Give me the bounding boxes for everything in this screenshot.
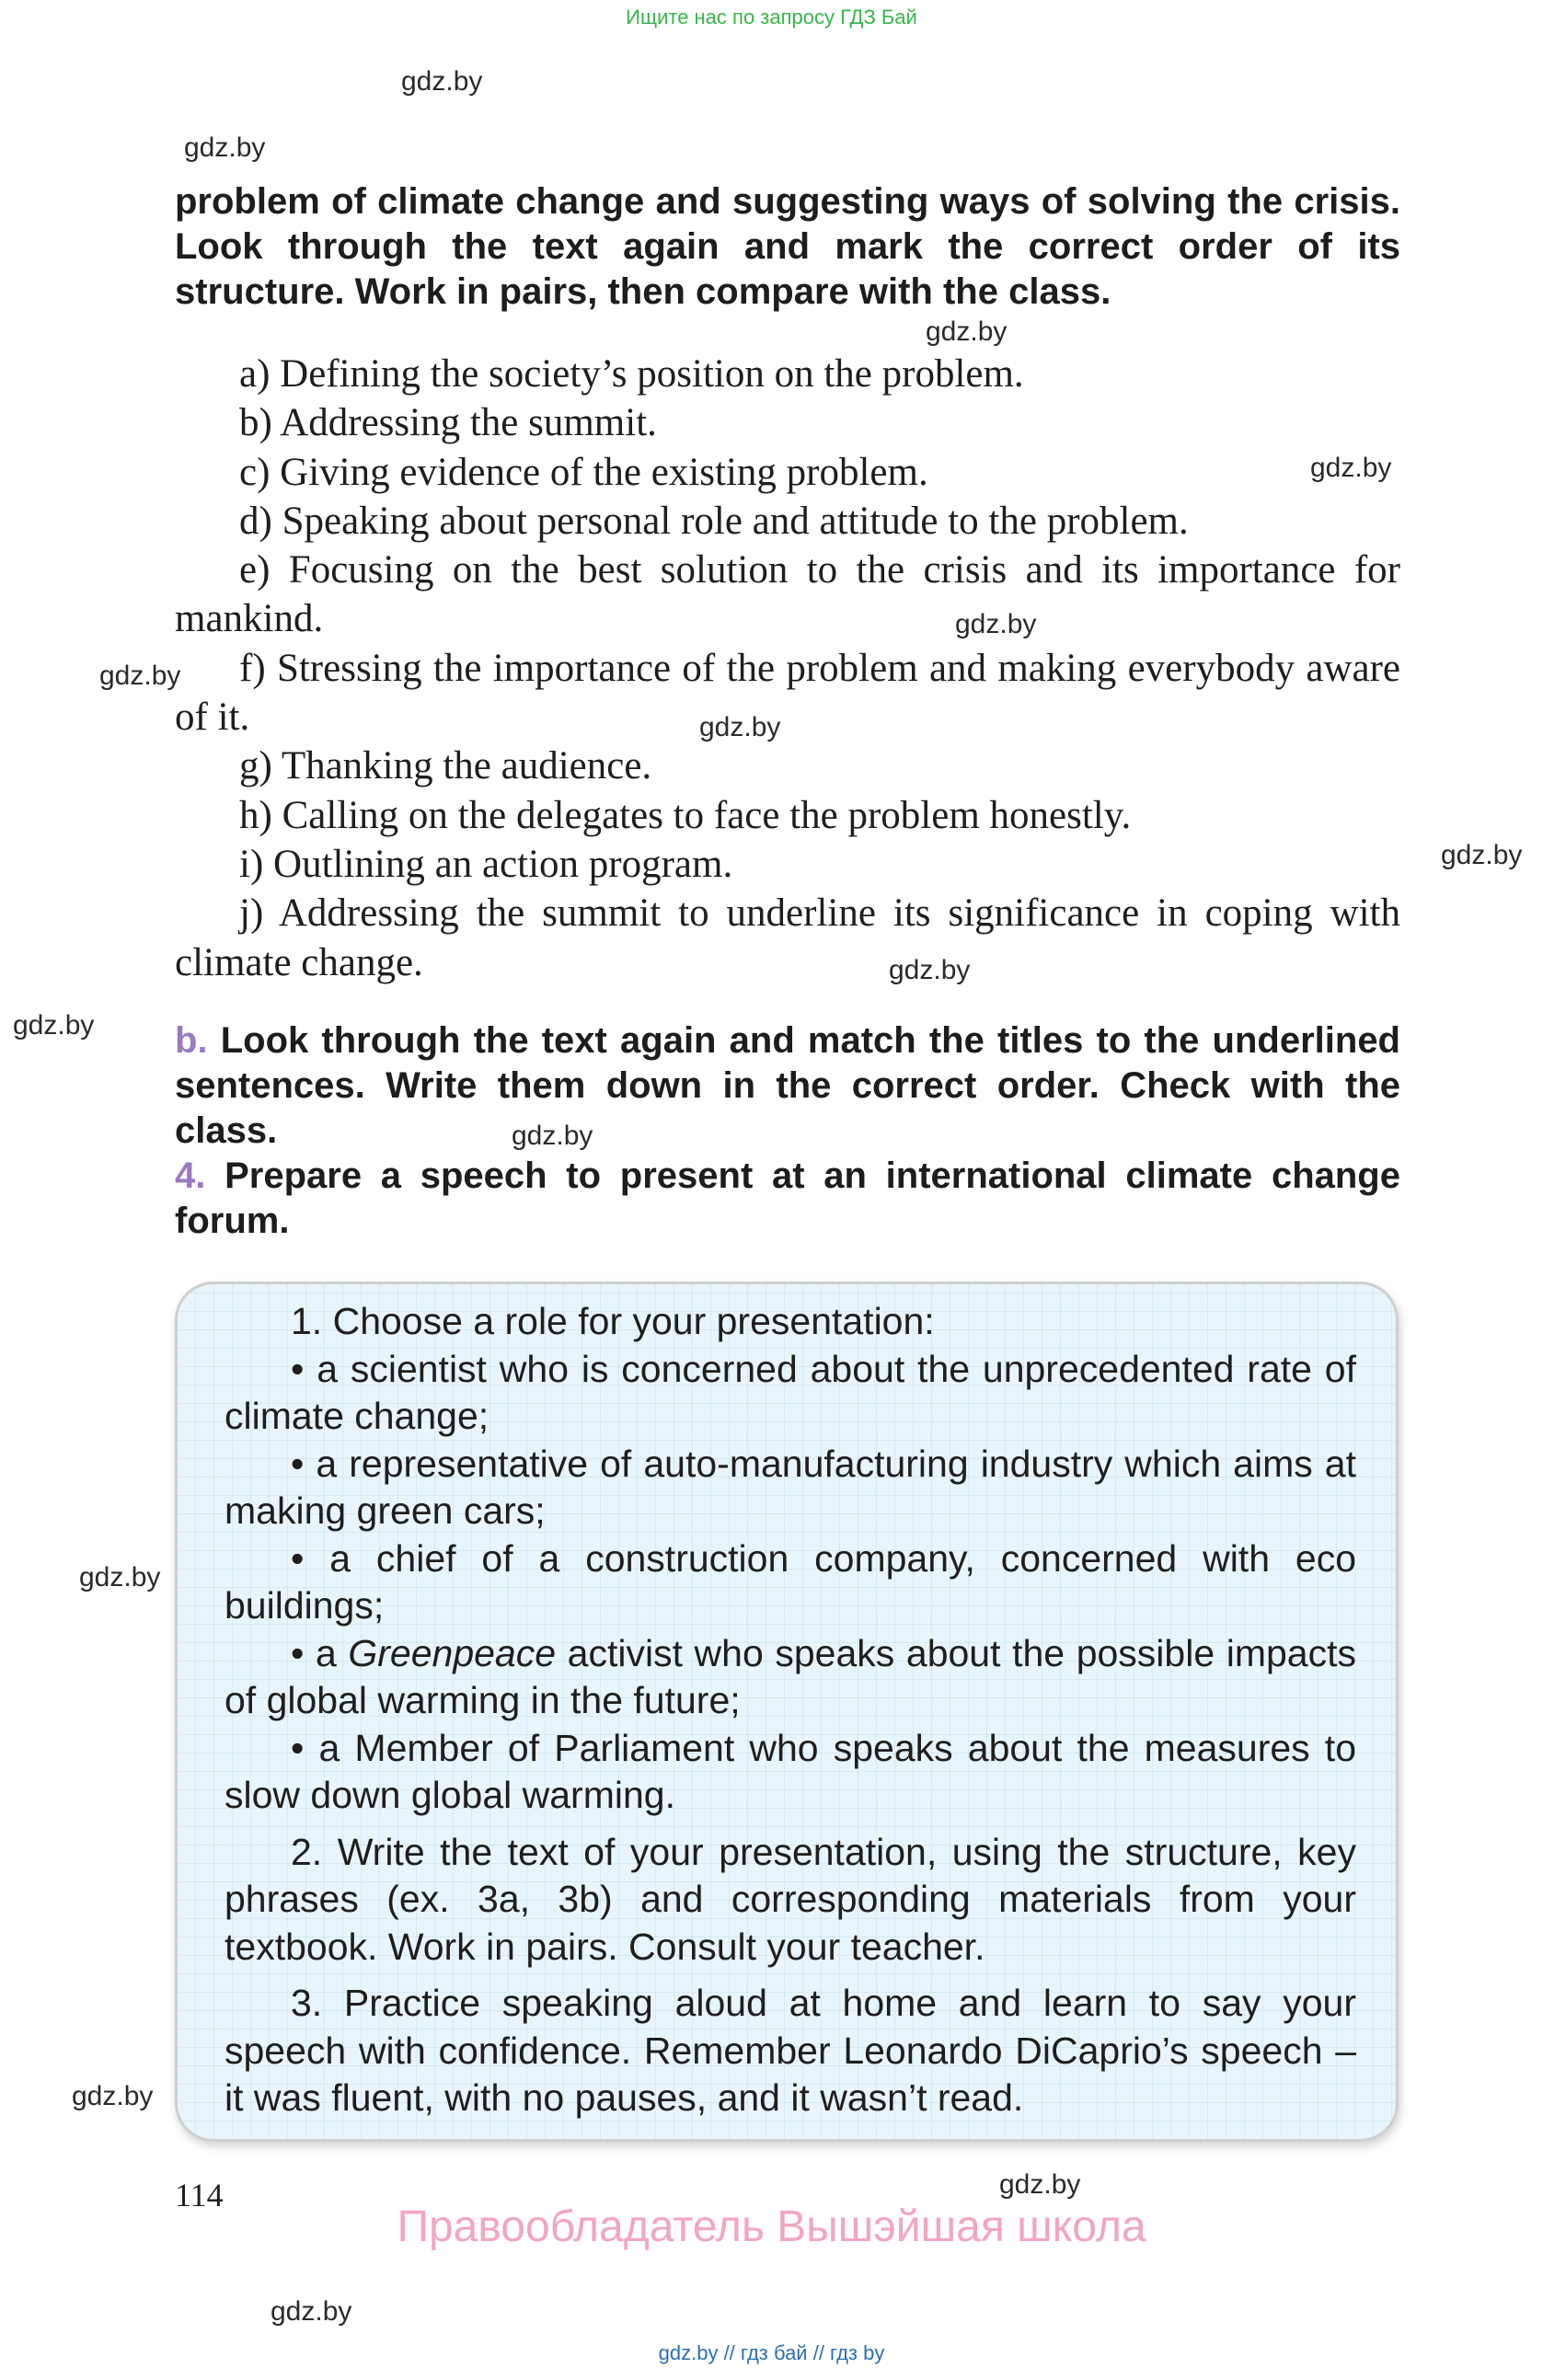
watermark: gdz.by [512, 1121, 593, 1151]
list-item: e) Focusing on the best solution to the crisis and its importance for mankind. [175, 548, 1401, 641]
top-banner[interactable]: Ищите нас по запросу ГДЗ Бай [626, 6, 917, 29]
watermark: gdz.by [1441, 840, 1523, 870]
role-option: • a representative of auto-manufacturing industry which aims at making green cars; [225, 1442, 1356, 1532]
watermark: gdz.by [99, 661, 181, 691]
task-4 [175, 1154, 1400, 1244]
watermark: gdz.by [1310, 453, 1392, 483]
list-item: i) Outlining an action program. [239, 842, 733, 886]
instruction-text: problem of climate change and suggesting ways of solving the crisis. Look through the text again and mark the correct order of its structure. Work in pairs, then compare with the class. [175, 181, 1400, 312]
role-option: • a Member of Parliament who speaks about the measures to slow down global warming. [225, 1726, 1356, 1816]
list-item: c) Giving evidence of the existing problem. [239, 450, 928, 494]
page-number: 114 [175, 2177, 224, 2213]
watermark: gdz.by [999, 2169, 1081, 2200]
list-item: j) Addressing the summit to underline its significance in coping with climate change. [175, 891, 1400, 984]
step-3: 3. Practice speaking aloud at home and learn to say your speech with confidence. Remember Leonardo DiCaprio’s speech – it was fluent, with no pauses, and it wasn’t read. [225, 1982, 1356, 2119]
instruction-continuation [175, 179, 1400, 315]
presentation-steps [225, 1298, 1356, 2122]
watermark: gdz.by [401, 66, 483, 97]
role-option: • a scientist who is concerned about the unprecedented rate of climate change; [225, 1347, 1356, 1437]
watermark: gdz.by [72, 2081, 154, 2111]
list-item: d) Speaking about personal role and attitude to the problem. [239, 499, 1189, 543]
structure-list [175, 350, 1400, 987]
rights-holder: Правообладатель Вышэйшая школа [397, 2202, 1146, 2251]
list-item: a) Defining the society’s position on the problem. [239, 352, 1024, 396]
watermark: gdz.by [699, 712, 781, 742]
list-item: f) Stressing the importance of the problem and making everybody aware of it. [175, 646, 1401, 740]
watermark: gdz.by [889, 955, 971, 985]
watermark: gdz.by [955, 609, 1037, 639]
list-item: b) Addressing the summit. [239, 401, 657, 445]
footer-links[interactable]: gdz.by // гдз бай // гдз by [658, 2341, 885, 2364]
watermark: gdz.by [926, 316, 1008, 347]
list-item: g) Thanking the audience. [239, 744, 652, 788]
task-label: b. [175, 1020, 208, 1061]
list-item: h) Calling on the delegates to face the problem honestly. [239, 793, 1132, 837]
task-b [175, 1018, 1400, 1154]
watermark: gdz.by [13, 1010, 95, 1041]
step-2: 2. Write the text of your presentation, using the structure, key phrases (ex. 3a, 3b) and corresponding materials from your textbook. Work in pairs. Consult your teacher. [225, 1830, 1356, 1968]
step-1: 1. Choose a role for your presentation: [291, 1300, 935, 1342]
watermark: gdz.by [184, 132, 266, 163]
watermark: gdz.by [79, 1562, 161, 1592]
task-label: 4. [175, 1156, 206, 1196]
role-option: • a Greenpeace activist who speaks about the possible impacts of global warming in the future; [225, 1631, 1356, 1721]
role-option: • a chief of a construction company, concerned with eco buildings; [225, 1536, 1356, 1627]
task-text: Look through the text again and match the titles to the underlined sentences. Write them down in the correct order. Check with the class. [175, 1020, 1400, 1151]
watermark: gdz.by [271, 2296, 352, 2327]
task-text: Prepare a speech to present at an international climate change forum. [175, 1156, 1400, 1241]
